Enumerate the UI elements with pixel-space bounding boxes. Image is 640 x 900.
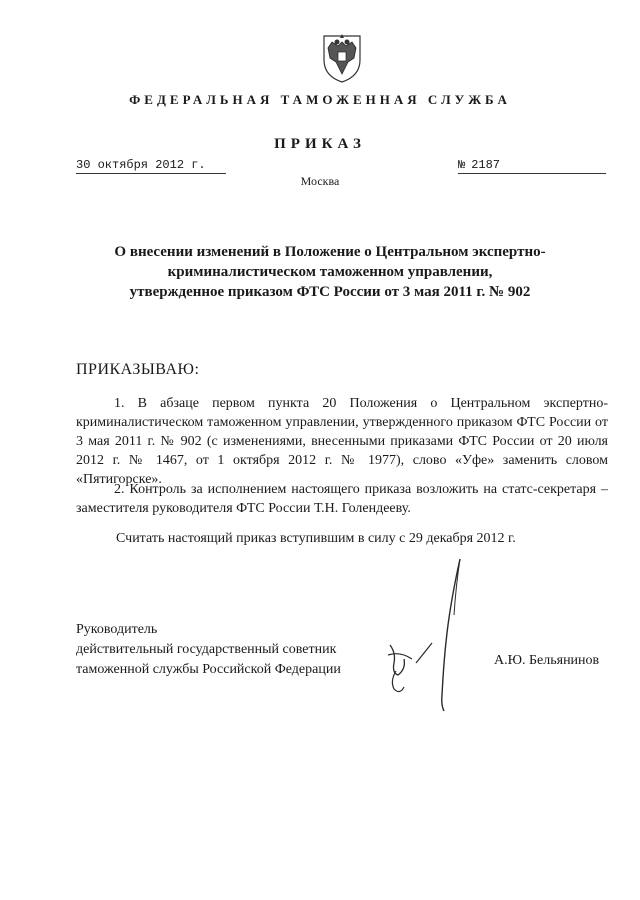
order-number: 2187 [471,158,501,172]
order-number-field [458,158,606,174]
signer-title-line-3: таможенной службы Российской Федерации [76,662,341,677]
order-item-1: 1. В абзаце первом пункта 20 Положения о Центральном экспертно-криминалистическом таможенном управлении, утвержденного приказом ФТС России от 3 мая 2011 г. № 902 (с изменениями, внесенными приказами ФТС России от 20 июля 2012 г. № 1467, от 1 октября 2012 г. № 1977), слово «Уфе» заменить словом «Пятигорске». [76,396,608,487]
signer-title-line-1: Руководитель [76,622,158,637]
signer-title-line-2: действительный государственный советник [76,642,337,657]
title-line-3: утвержденное приказом ФТС России от 3 мая 2011 г. № 902 [129,284,531,300]
signer-position [76,620,341,680]
title-line-1: О внесении изменений в Положение о Центральном экспертно- [114,244,546,260]
coat-of-arms-emblem [318,30,366,84]
document-type: ПРИКАЗ [274,136,366,152]
order-item-2: 2. Контроль за исполнением настоящего приказа возложить на статс-секретаря – заместителя руководителя ФТС России Т.Н. Голендееву. [76,482,608,516]
signer-name: А.Ю. Бельянинов [494,653,600,668]
effective-date-statement: Считать настоящий приказ вступившим в силу с 29 декабря 2012 г. [116,531,516,546]
city: Москва [300,174,340,188]
order-title [90,242,570,302]
title-line-2: криминалистическом таможенном управлении, [167,264,493,280]
order-date: 30 октября 2012 г. [76,158,226,174]
handwritten-signature [360,555,470,715]
agency-name: ФЕДЕРАЛЬНАЯ ТАМОЖЕННАЯ СЛУЖБА [129,92,511,107]
number-sign: № [458,158,466,172]
order-word: ПРИКАЗЫВАЮ: [76,361,200,378]
